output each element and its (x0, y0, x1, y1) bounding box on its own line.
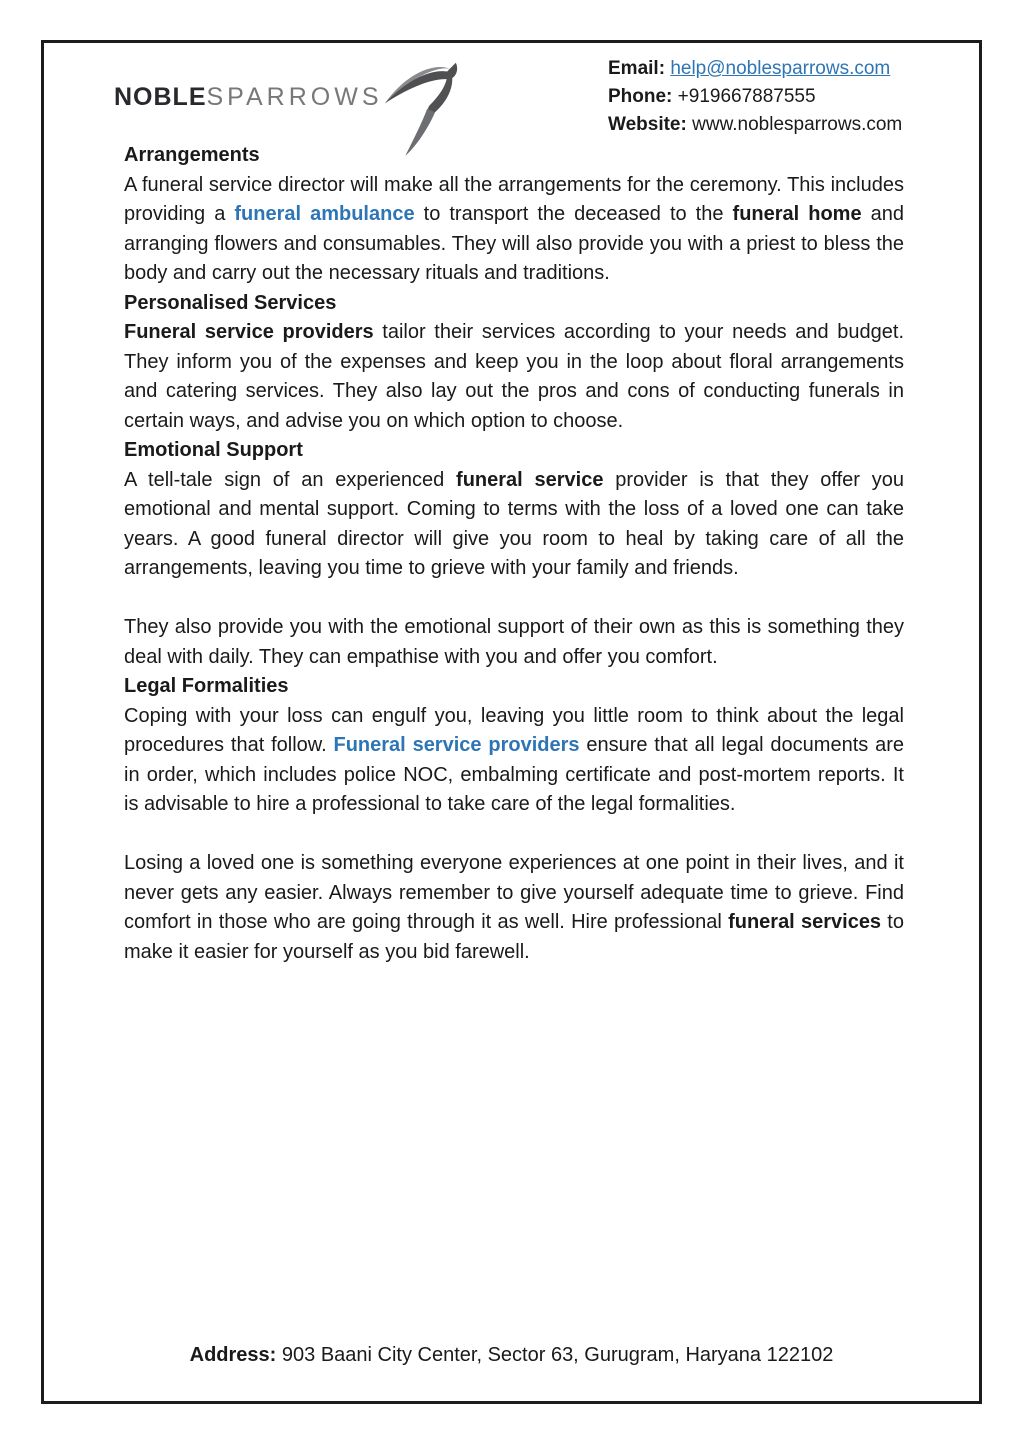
paragraph (124, 702, 904, 820)
section-legal-formalities (124, 672, 904, 967)
text-run: Coping with your loss can engulf you, leaving you little room to think about the legal procedures that follow. (124, 704, 904, 756)
text-run: A funeral service director will make all the arrangements for the ceremony. This includes providing a (124, 173, 904, 225)
section-heading: Legal Formalities (124, 675, 289, 697)
text-run: tailor their services according to your needs and budget. They inform you of the expenses and keep you in the loop about floral arrangements and catering services. They also lay out the pros and cons of conducting funerals in certain ways, and advise you on which option to choose. (124, 321, 904, 432)
brand-name (114, 57, 383, 110)
phone-value: +919667887555 (677, 86, 816, 107)
paragraph (124, 318, 904, 436)
text-run: Losing a loved one is something everyone experiences at one point in their lives, and it never gets any easier. Always remember to give yourself adequate time to grieve. Find comfort in those who are going through it as well. Hire professional (124, 852, 904, 933)
inline-link[interactable]: funeral ambulance (234, 203, 415, 225)
address-value: 903 Baani City Center, Sector 63, Gurugram, Haryana 122102 (281, 1344, 834, 1366)
footer-address (44, 1343, 979, 1367)
section-personalised-services (124, 289, 904, 437)
address-label: Address: (189, 1344, 277, 1366)
text-run: and arranging flowers and consumables. They will also provide you with a priest to bless the body and carry out the necessary rituals and traditions. (124, 203, 905, 284)
brand-name-bold: NOBLE (114, 83, 207, 111)
website-value: www.noblesparrows.com (692, 114, 903, 135)
text-run: Funeral service providers (124, 321, 374, 343)
section-emotional-support (124, 436, 904, 672)
brand-name-light: SPARROWS (206, 83, 383, 111)
text-run: funeral service (456, 468, 604, 491)
contact-email-row (608, 55, 902, 83)
section-arrangements (124, 141, 904, 289)
section-heading: Emotional Support (124, 439, 303, 461)
contact-phone-row (608, 83, 902, 111)
email-label: Email: (608, 58, 666, 79)
paragraph (124, 613, 904, 672)
contact-info (608, 55, 902, 139)
text-run: A tell-tale sign of an experienced (124, 468, 457, 491)
section-heading: Personalised Services (124, 291, 337, 314)
contact-website-row (608, 111, 902, 139)
website-label: Website: (608, 114, 687, 135)
text-run: to transport the deceased to the (414, 203, 733, 225)
section-heading: Arrangements (124, 144, 260, 166)
email-link[interactable]: help@noblesparrows.com (670, 58, 891, 79)
paragraph (124, 849, 904, 967)
paragraph (124, 466, 904, 584)
text-run: funeral home (732, 203, 862, 225)
document-body (124, 141, 904, 967)
inline-link[interactable]: Funeral service providers (333, 734, 580, 756)
document-page (41, 40, 982, 1404)
text-run: They also provide you with the emotional support of their own as this is something they deal with daily. They can empathise with you and offer you comfort. (124, 616, 904, 668)
text-run: ensure that all legal documents are in order, which includes police NOC, embalming certificate and post-mortem reports. It is advisable to hire a professional to take care of the legal formalities. (124, 734, 904, 815)
paragraph (124, 171, 904, 289)
text-run: funeral services (728, 911, 882, 933)
text-run: to make it easier for yourself as you bid farewell. (124, 911, 904, 963)
phone-label: Phone: (608, 86, 673, 107)
text-run: provider is that they offer you emotional and mental support. Coming to terms with the loss of a loved one can take years. A good funeral director will give you room to heal by taking care of all the arrangements, leaving you time to grieve with your family and friends. (124, 468, 904, 579)
